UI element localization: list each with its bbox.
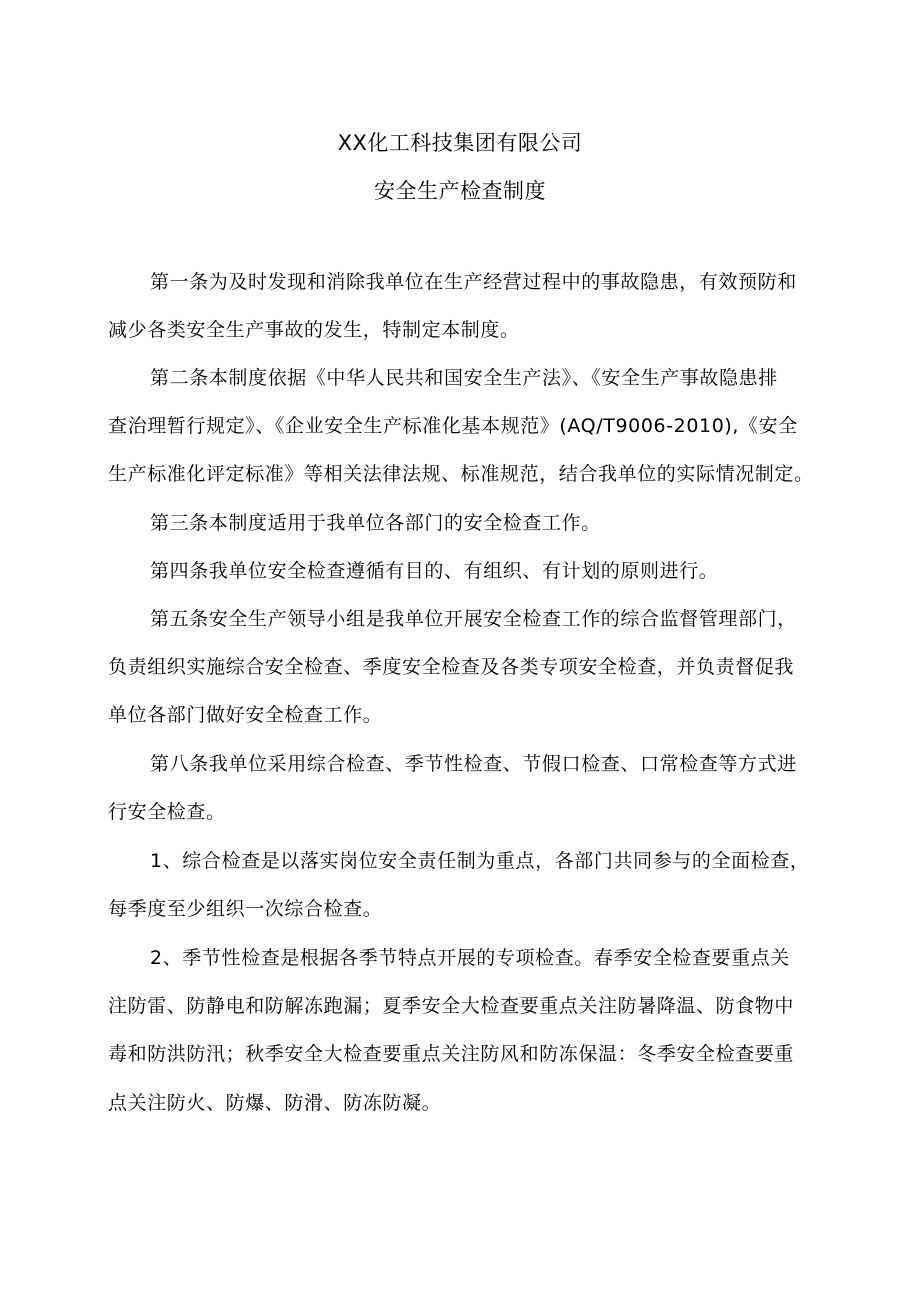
text-line: 2、季节性检查是根据各季节特点开展的专项检查。春季安全检查要重点关 [150, 947, 790, 969]
text-line: 负责组织实施综合安全检查、季度安全检查及各类专项安全检查，并负责督促我 [108, 656, 795, 678]
text-line: 第五条安全生产领导小组是我单位开展安全检查工作的综合监督管理部门， [150, 608, 797, 630]
text-line: 注防雷、防静电和防解冻跑漏；夏季安全大检查要重点关注防暑降温、防食物中 [108, 995, 795, 1017]
text-line: 单位各部门做好安全检查工作。 [108, 704, 383, 726]
text-line: 点关注防火、防爆、防滑、防冻防凝。 [108, 1092, 442, 1114]
text-line: 生产标准化评定标准》等相关法律法规、标准规范，结合我单位的实际情况制定。 [108, 463, 814, 485]
text-line: 每季度至少组织一次综合检查。 [108, 898, 383, 920]
text-line: 1、综合检查是以落实岗位安全责任制为重点，各部门共同参与的全面检查， [150, 850, 810, 872]
text-line: 查治理暂行规定》、《企业安全生产标准化基本规范》(AQ/T9006-2010),《安全 [108, 415, 798, 437]
text-line: 第二条本制度依据《中华人民共和国安全生产法》、《安全生产事故隐患排 [150, 367, 778, 389]
text-line: 第四条我单位安全检查遵循有目的、有组织、有计划的原则进行。 [150, 560, 719, 582]
text-line: 第三条本制度适用于我单位各部门的安全检查工作。 [150, 512, 601, 534]
document-title: 安全生产检查制度 [374, 179, 546, 203]
company-title: XX化工科技集团有限公司 [337, 131, 583, 155]
text-line: 减少各类安全生产事故的发生，特制定本制度。 [108, 319, 520, 341]
text-line: 第一条为及时发现和消除我单位在生产经营过程中的事故隐患，有效预防和 [150, 271, 797, 293]
text-line: 第八条我单位采用综合检查、季节性检查、节假口检查、口常检查等方式进 [150, 753, 797, 775]
text-line: 行安全检查。 [108, 801, 226, 823]
text-line: 毒和防洪防汛；秋季安全大检查要重点关注防风和防冻保温：冬季安全检查要重 [108, 1043, 795, 1065]
